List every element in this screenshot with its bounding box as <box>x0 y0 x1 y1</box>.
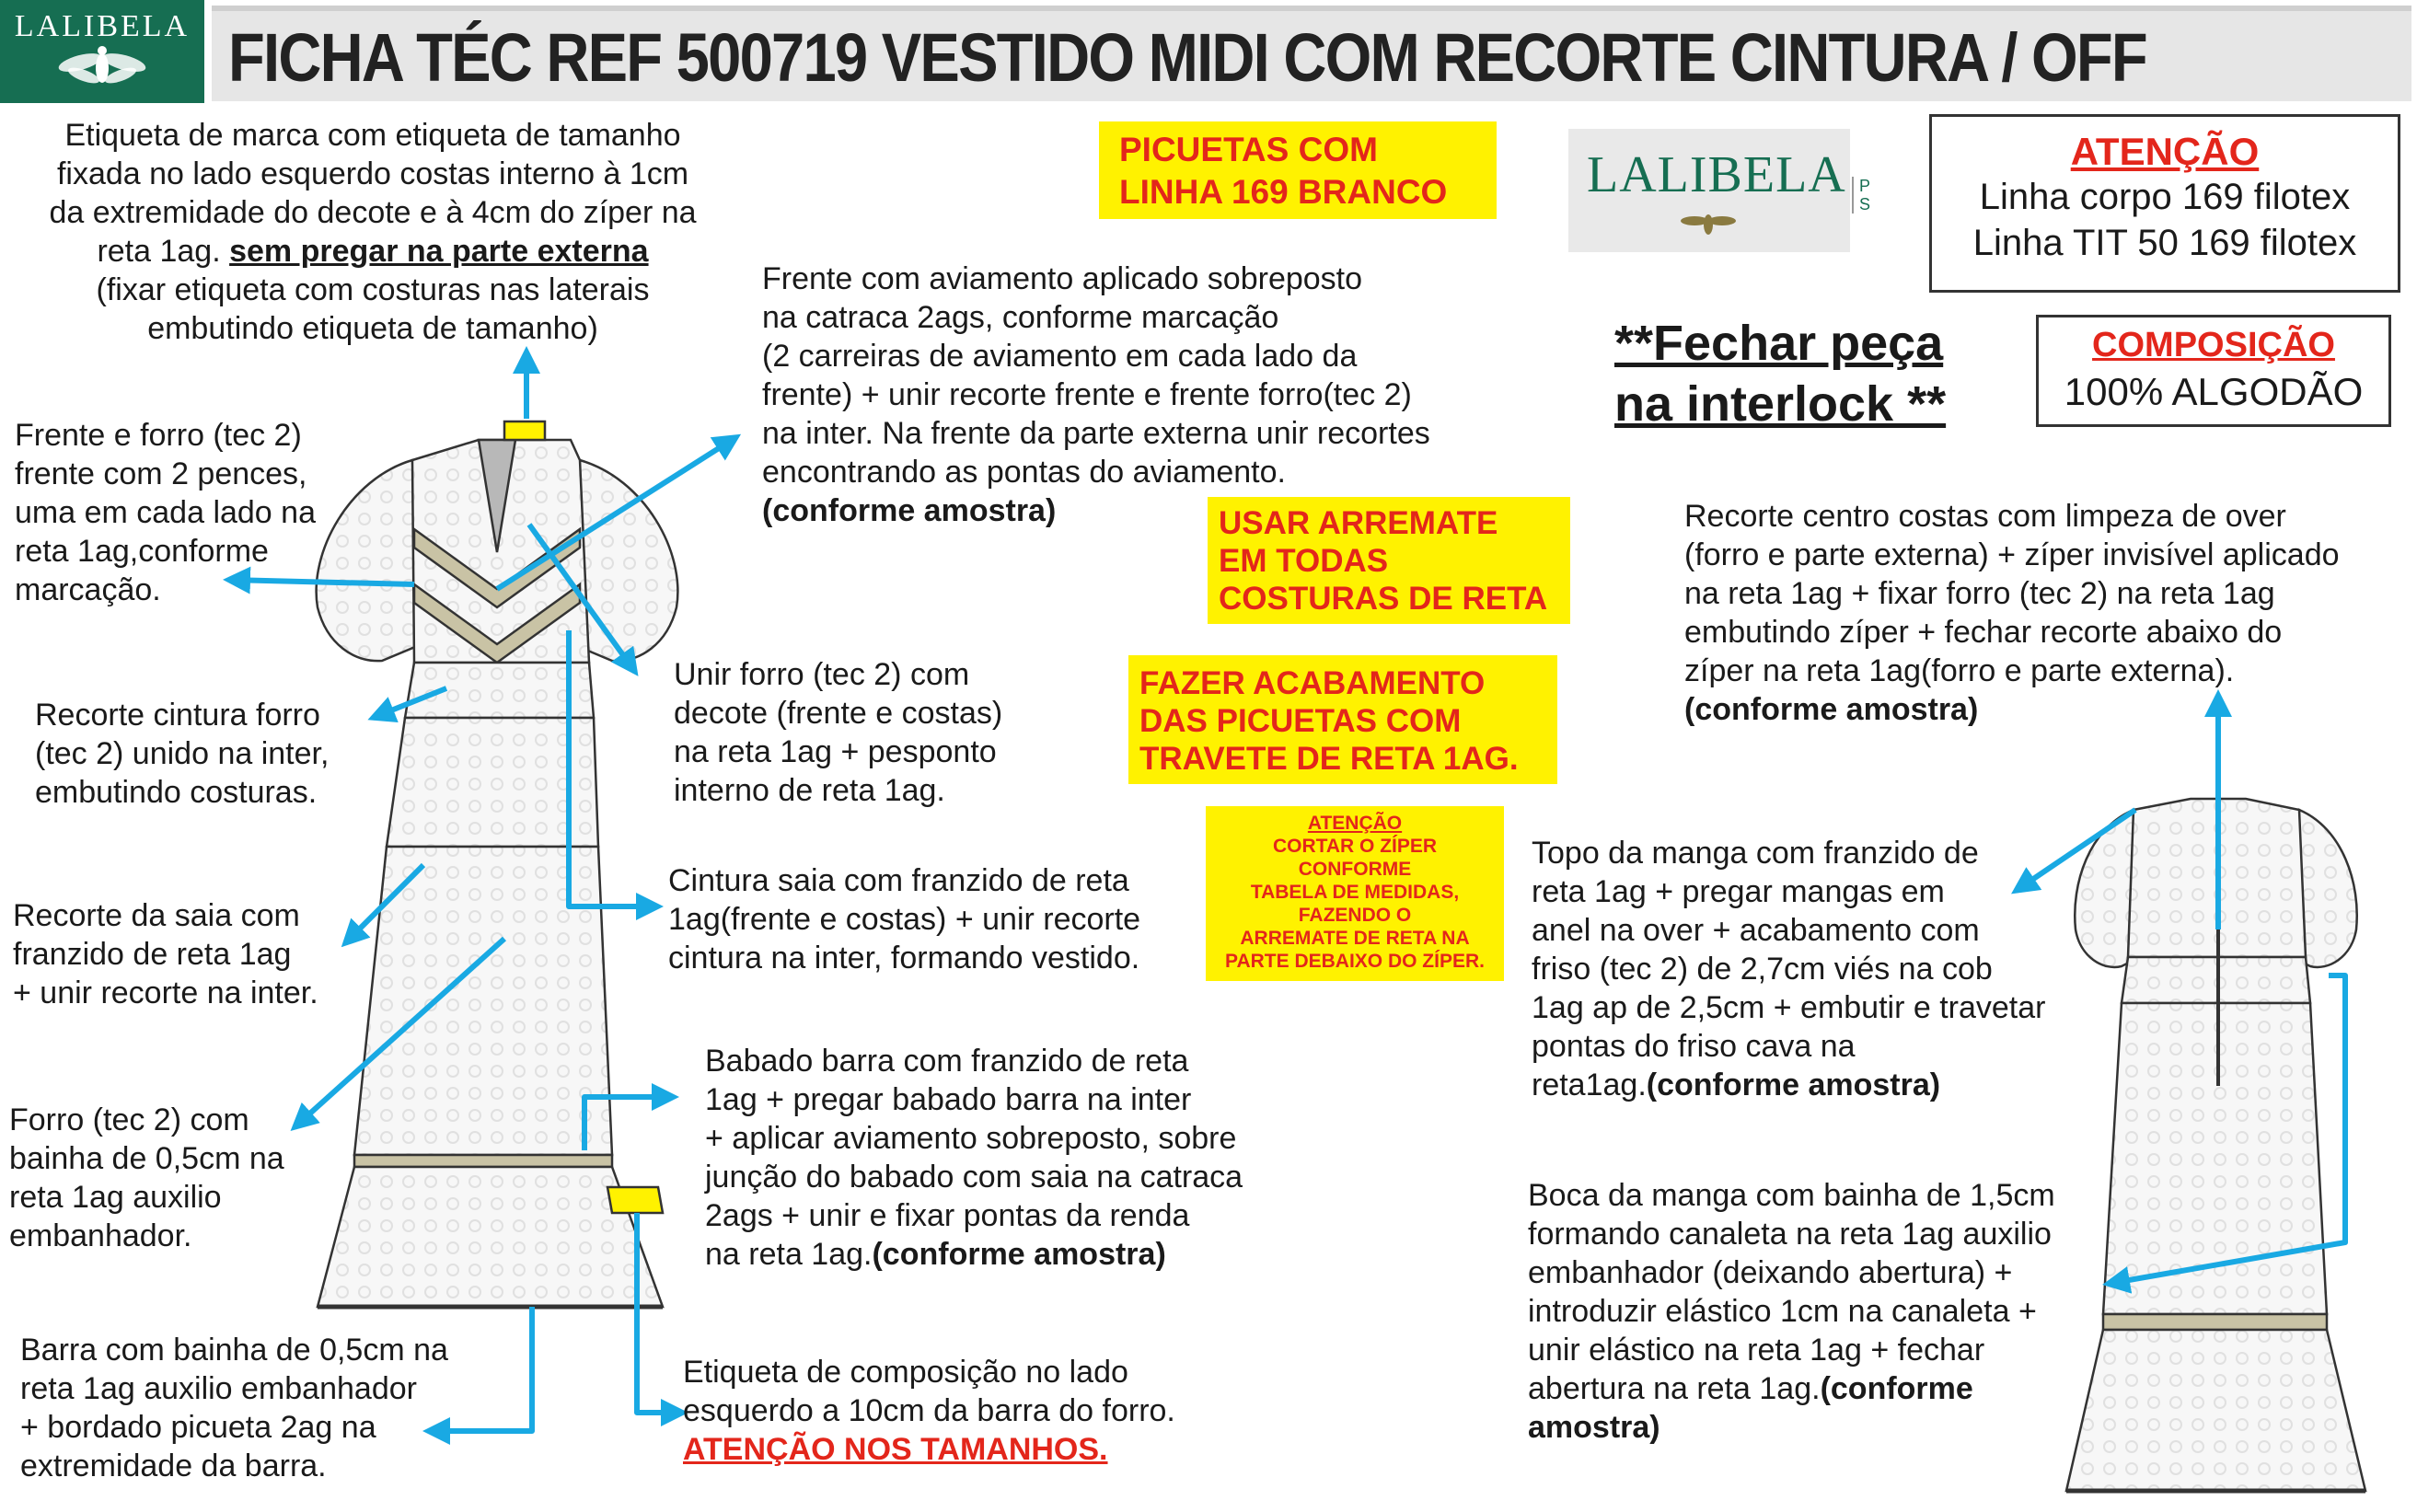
interlock-note: **Fechar peça na interlock ** <box>1614 316 1947 432</box>
highlight-arremate: USAR ARREMATE EM TODAS COSTURAS DE RETA <box>1208 497 1570 624</box>
note-unir-forro: Unir forro (tec 2) com decote (frente e costas) na reta 1ag + pesponto interno de reta 1ag. <box>674 657 1003 808</box>
atencao-box <box>1929 114 2400 293</box>
note-babado: Babado barra com franzido de reta 1ag + pregar babado barra na inter + aplicar aviamento sobreposto, sobre junção do babado com saia na catraca 2ags + unir e fixar pontas da renda na reta 1ag.(conforme amostra) <box>705 1044 1243 1272</box>
brand-size-letters: P S <box>1852 177 1887 214</box>
composition-label-tag <box>607 1187 663 1213</box>
highlight-acabamento: FAZER ACABAMENTO DAS PICUETAS COM TRAVETE DE RETA 1AG. <box>1128 655 1557 784</box>
note-barra: Barra com bainha de 0,5cm na reta 1ag auxilio embanhador + bordado picueta 2ag na extremidade da barra. <box>20 1333 448 1483</box>
front-hem-lace <box>354 1155 612 1167</box>
bee-icon-small <box>1568 129 1850 252</box>
note-etiqueta-composicao: Etiqueta de composição no lado esquerdo a 10cm da barra do forro. ATENÇÃO NOS TAMANHOS. <box>683 1355 1175 1467</box>
composicao-box <box>2036 315 2391 427</box>
atencao-line-2: Linha TIT 50 169 filotex <box>1972 223 2357 263</box>
note-recorte-saia: Recorte da saia com franzido de reta 1ag + unir recorte na inter. <box>13 898 318 1010</box>
note-boca-manga: Boca da manga com bainha de 1,5cm formando canaleta na reta 1ag auxilio embanhador (deixando abertura) + introduzir elástico 1cm na canaleta + unir elástico na reta 1ag + fechar abertura na reta 1ag.(conforme amostra) <box>1528 1178 2055 1445</box>
atencao-title: ATENÇÃO <box>2070 130 2260 173</box>
front-waist <box>405 663 594 718</box>
brand-logo-box <box>1568 129 1850 252</box>
note-cintura-saia: Cintura saia com franzido de reta 1ag(frente e costas) + unir recorte cintura na inter, formando vestido. <box>668 863 1141 975</box>
note-topo-manga: Topo da manga com franzido de reta 1ag + pregar mangas em anel na over + acabamento com friso (tec 2) de 2,7cm viés na cob 1ag ap de 2,5cm + embutir e travetar pontas do friso cava na reta1ag.(conforme amostra) <box>1532 836 2046 1102</box>
logo-text: LALIBELA <box>14 9 191 43</box>
note-forro-bainha: Forro (tec 2) com bainha de 0,5cm na reta 1ag auxilio embanhador. <box>9 1102 284 1253</box>
atencao-line-1: Linha corpo 169 filotex <box>1979 177 2351 217</box>
note-frente-aviamento: Frente com aviamento aplicado sobreposto na catraca 2ags, conforme marcação (2 carreiras de aviamento em cada lado da frente) + unir recorte frente e frente forro(tec 2) na inter. Na frente da parte externa unir recortes encontrando as pontas do aviamento. (conforme amostra) <box>762 261 1430 528</box>
back-waist <box>2122 957 2310 1003</box>
composicao-title: COMPOSIÇÃO <box>2092 326 2335 364</box>
note-recorte-costas: Recorte centro costas com limpeza de over (forro e parte externa) + zíper invisível aplicado na reta 1ag + fixar forro (tec 2) na reta 1ag embutindo zíper + fechar recorte abaixo do zíper na reta 1ag(forro e parte externa). (conforme amostra) <box>1684 499 2340 727</box>
composicao-value: 100% ALGODÃO <box>2064 370 2364 413</box>
brand-label-tag <box>504 421 545 440</box>
brand-logo-text: LALIBELA <box>1587 146 1846 203</box>
back-hem-lace <box>2103 1314 2327 1330</box>
note-frente-forro: Frente e forro (tec 2) frente com 2 pences, uma em cada lado na reta 1ag,conforme marcação. <box>15 418 316 607</box>
page-title: FICHA TÉC REF 500719 VESTIDO MIDI COM RECORTE CINTURA / OFF <box>228 19 2146 96</box>
highlight-picuetas: PICUETAS COM LINHA 169 BRANCO <box>1099 121 1497 219</box>
arrow-etiqueta-composicao <box>637 1213 683 1413</box>
note-recorte-cintura: Recorte cintura forro (tec 2) unido na inter, embutindo costuras. <box>35 698 330 810</box>
note-etiqueta-marca: Etiqueta de marca com etiqueta de tamanho fixada no lado esquerdo costas interno à 1cm da extremidade do decote e à 4cm do zíper na reta 1ag. sem pregar na parte externa (fixar etiqueta com costuras nas laterais embutindo etiqueta de tamanho) <box>49 118 697 346</box>
highlight-zipper: ATENÇÃO CORTAR O ZÍPER CONFORME TABELA DE MEDIDAS, FAZENDO O ARREMATE DE RETA NA PARTE DEBAIXO DO ZÍPER. <box>1206 806 1504 981</box>
